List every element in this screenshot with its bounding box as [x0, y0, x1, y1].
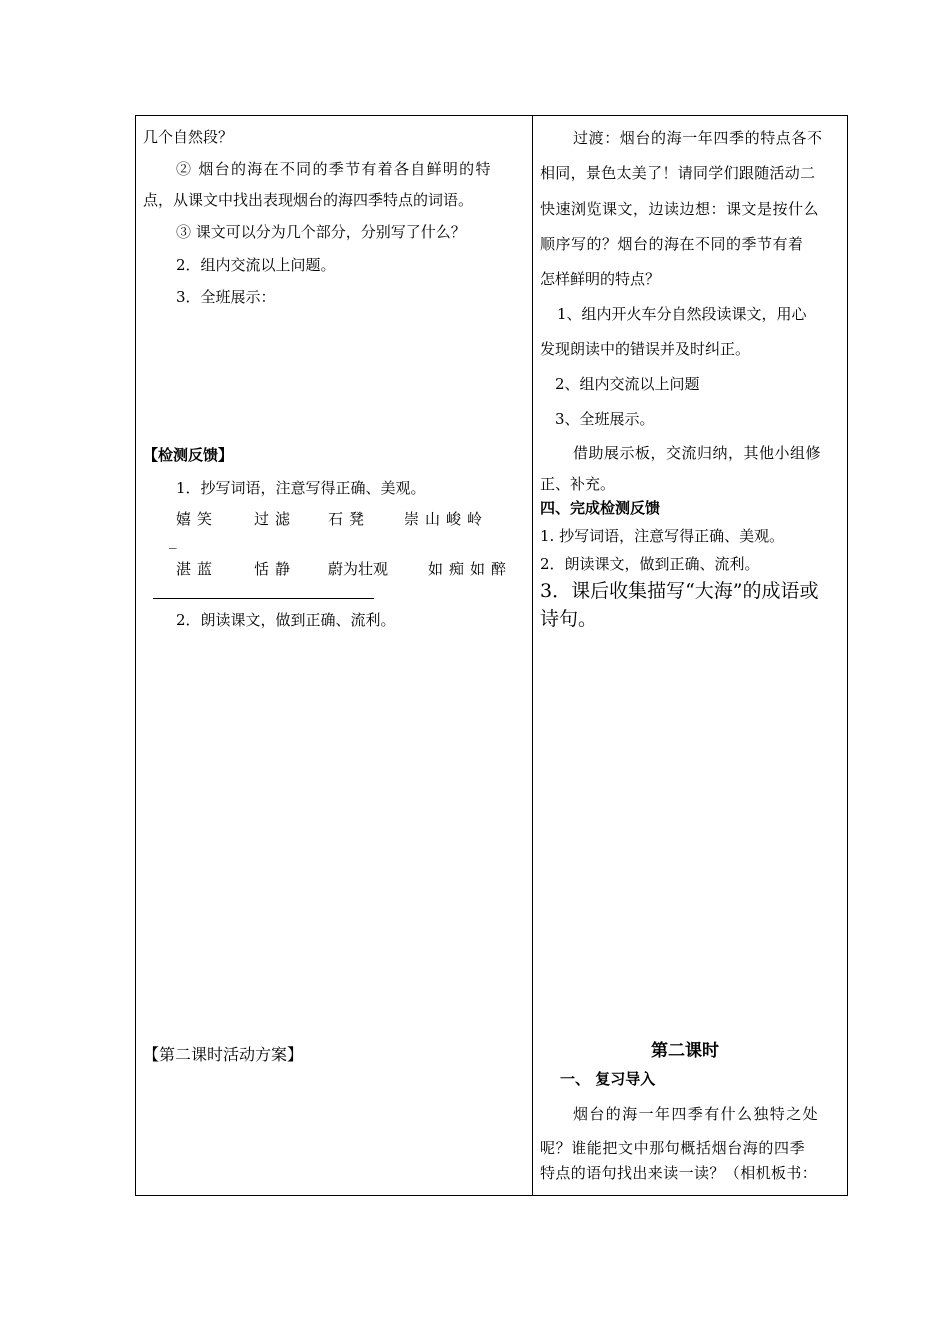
question-text: 几个自然段？ [143, 128, 234, 146]
step-2: 2、组内交流以上问题 [555, 375, 700, 393]
word-list-row-2 [176, 559, 526, 579]
step-1: 1、组内开火车分自然段读课文，用心 [557, 305, 807, 323]
section-4-heading: 四、完成检测反馈 [540, 499, 661, 517]
question-3: ③ 课文可以分为几个部分，分别写了什么？ [176, 223, 466, 241]
question-2-cont: 点，从课文中找出表现烟台的海四季特点的词语。 [143, 191, 474, 209]
review-text: 烟台的海一年四季有什么独特之处 [573, 1105, 820, 1123]
writing-line [153, 598, 374, 599]
step-1-cont: 发现朗读中的错误并及时纠正。 [540, 340, 751, 358]
word: 湛蓝 [176, 560, 219, 578]
activity-column [136, 116, 532, 1195]
transition-line: 怎样鲜明的特点？ [540, 270, 661, 288]
word: 崇山峻岭 [404, 510, 489, 528]
review-text: 特点的语句找出来读一读？（相机板书： [540, 1164, 818, 1182]
review-heading: 一、 复习导入 [560, 1070, 656, 1088]
word: 嬉笑 [176, 510, 219, 528]
section-4-item-3: 3．课后收集描写“大海”的成语或 [540, 580, 819, 602]
step-3: 3．全班展示： [176, 288, 276, 306]
feedback-heading: 【检测反馈】 [143, 446, 234, 464]
feedback-item-2: 2．朗读课文，做到正确、流利。 [176, 611, 396, 629]
section-4-item-3-cont: 诗句。 [540, 608, 598, 630]
review-text: 呢？谁能把文中那句概括烟台海的四季 [540, 1139, 806, 1157]
step-2: 2．组内交流以上问题。 [176, 256, 336, 274]
step-3-detail-cont: 正、补充。 [540, 475, 616, 493]
word: 如痴如醉 [428, 560, 513, 578]
transition-line: 相同，景色太美了！请同学们跟随活动二 [540, 164, 816, 182]
lesson-2-title: 第二课时 [651, 1041, 719, 1061]
transition-line: 快速浏览课文，边读边想：课文是按什么 [540, 200, 820, 218]
word: 蔚为壮观 [328, 560, 389, 578]
feedback-item-1: 1．抄写词语，注意写得正确、美观。 [176, 479, 426, 497]
word: 恬静 [254, 560, 297, 578]
section-4-item: 2．朗读课文，做到正确、流利。 [540, 555, 760, 573]
guidance-column [533, 116, 847, 1195]
step-3: 3、全班展示。 [555, 410, 655, 428]
step-3-detail: 借助展示板，交流归纳，其他小组修 [573, 444, 822, 462]
word: 石凳 [328, 510, 371, 528]
transition-line: 过渡：烟台的海一年四季的特点各不 [573, 129, 823, 147]
word: 过滤 [254, 510, 297, 528]
word-list-row-1 [176, 509, 526, 529]
transition-line: 顺序写的？烟台的海在不同的季节有着 [540, 235, 804, 253]
lesson-plan-table [135, 115, 848, 1196]
second-lesson-plan-heading: 【第二课时活动方案】 [143, 1045, 304, 1064]
question-2: ② 烟台的海在不同的季节有着各自鲜明的特 [176, 160, 492, 178]
section-4-item: 1. 抄写词语，注意写得正确、美观。 [540, 527, 785, 545]
blank-mark: _ [169, 531, 177, 549]
